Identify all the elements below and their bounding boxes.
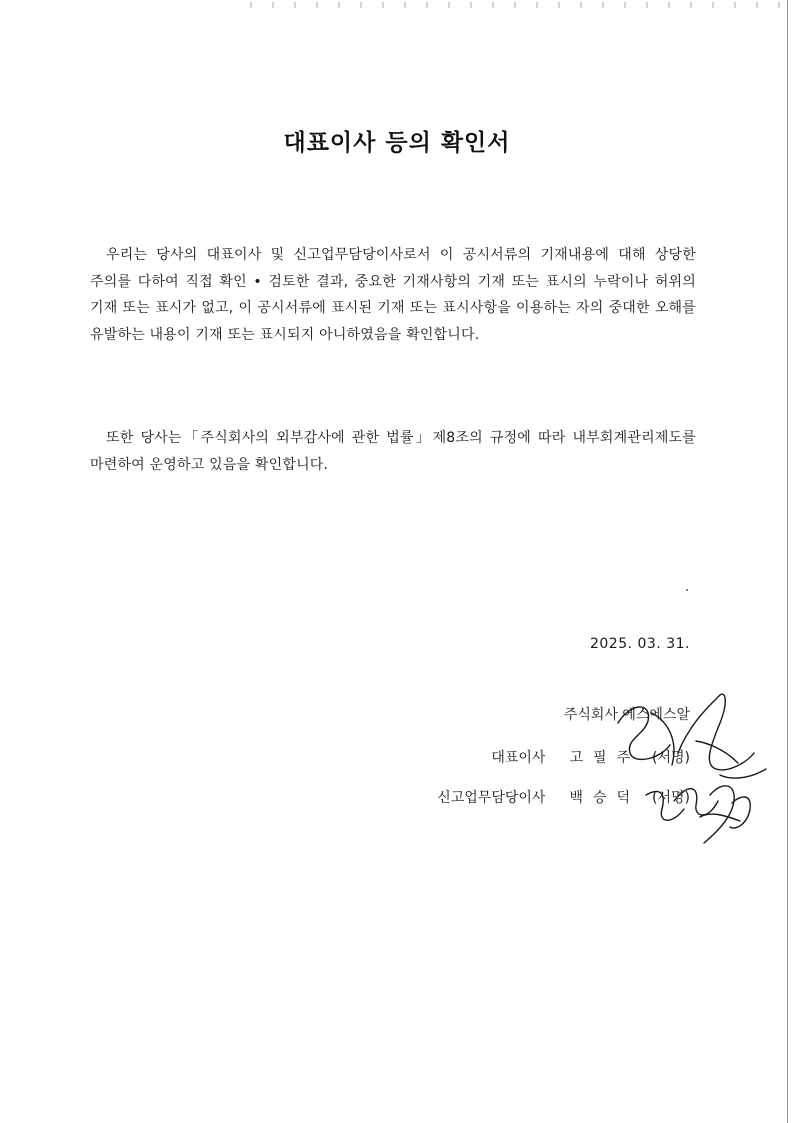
signer-name: 백승덕 (569, 790, 641, 806)
signer-ceo (491, 747, 690, 767)
signature-mark-label: (서명) (652, 790, 690, 806)
scan-edge-line (787, 0, 788, 1123)
document-date: 2025. 03. 31. (589, 636, 690, 652)
signer-name: 고필주 (569, 750, 641, 766)
signer-role: 대표이사 (491, 750, 546, 766)
scan-artifact-dots (250, 2, 790, 8)
internal-control-paragraph: 또한 당사는「주식회사의 외부감사에 관한 법률」제8조의 규정에 따라 내부회계관리제도를 마련하여 운영하고 있음을 확인합니다. (90, 430, 696, 473)
document-title: 대표이사 등의 확인서 (283, 130, 511, 156)
signer-disclosure-director (437, 787, 690, 807)
signature-mark-label: (서명) (652, 750, 690, 766)
confirmation-paragraph: 우리는 당사의 대표이사 및 신고업무담당이사로서 이 공시서류의 기재내용에 대해 상당한 주의를 다하여 직접 확인 • 검토한 결과, 중요한 기재사항의 기재 또는 표시의 누락이나 허위의 기재 또는 표시가 없고, 이 공시서류에 표시된 기재 또는 표시사항을 이용하는 자의 중대한 오해를 유발하는 내용이 기재 또는 표시되지 아니하였음을 확인합니다. (90, 247, 696, 343)
company-name: 주식회사 에스에스알 (563, 707, 690, 723)
signer-role: 신고업무담당이사 (437, 790, 546, 806)
scan-speck (686, 589, 688, 591)
